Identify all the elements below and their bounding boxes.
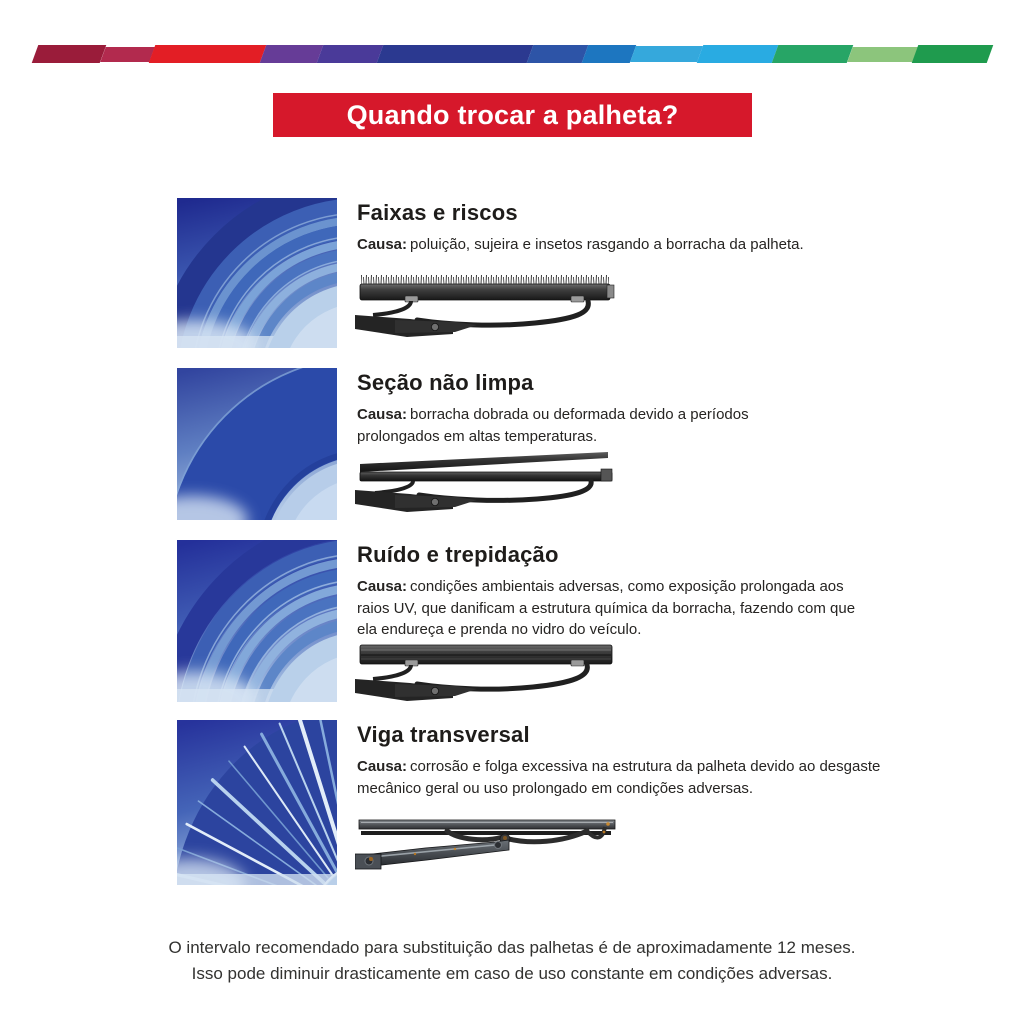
section-title: Viga transversal: [357, 722, 530, 747]
color-bar-segment: [260, 45, 324, 63]
cause-text: condições ambientais adversas, como exposição prolongada aos raios UV, que danificam a estrutura química da borracha, fazendo com que ela endureça e prenda no vidro do veículo.: [357, 578, 856, 638]
wiper-corroded-frame-photo: [355, 812, 625, 878]
cause-label: Causa:: [357, 758, 408, 775]
note-line-2: Isso pode diminuir drasticamente em caso de uso constante em condições adversas.: [191, 964, 833, 983]
color-bar-segment: [847, 47, 917, 62]
section-text: [357, 542, 857, 641]
page-title: Quando trocar a palheta?: [346, 99, 679, 130]
windshield-uncleaned-sector-photo: [177, 368, 337, 520]
windshield-arc-streaks-photo: [177, 198, 337, 348]
color-bar-segment: [772, 45, 854, 63]
color-bar-segment: [317, 45, 384, 63]
section-text: [357, 722, 887, 799]
cause-label: Causa:: [357, 578, 408, 595]
note-line-1: O intervalo recomendado para substituição das palhetas é de aproximadamente 12 meses.: [168, 938, 856, 957]
wiper-hardened-rubber-photo: [355, 638, 620, 704]
color-bar-segment: [582, 45, 637, 63]
wiper-bent-rubber-photo: [355, 448, 620, 514]
section-faixas-e-riscos: [177, 198, 917, 348]
windshield-chatter-marks-photo: [177, 540, 337, 702]
color-bar-segment: [32, 45, 107, 63]
section-text: [357, 370, 827, 447]
color-bar-segment: [377, 45, 534, 63]
cause-text: corrosão e folga excessiva na estrutura da palheta devido ao desgaste mecânico geral ou uso prolongado em condições adversas.: [357, 758, 881, 797]
cause-label: Causa:: [357, 406, 408, 423]
section-title: Faixas e riscos: [357, 200, 518, 225]
replacement-interval-note: [0, 935, 1024, 987]
color-bar-segment: [100, 47, 154, 62]
color-bar-segment: [912, 45, 994, 63]
windshield-radial-streaks-photo: [177, 720, 337, 885]
cause-label: Causa:: [357, 236, 408, 253]
section-ruido-e-trepidacao: [177, 540, 917, 702]
color-bar-segment: [697, 45, 779, 63]
page-title-banner: [273, 93, 752, 137]
section-title: Seção não limpa: [357, 370, 534, 395]
color-bar-segment: [630, 46, 703, 62]
section-secao-nao-limpa: [177, 368, 917, 520]
color-bar-segment: [527, 45, 589, 63]
section-title: Ruído e trepidação: [357, 542, 559, 567]
color-bar-segment: [149, 45, 267, 63]
section-cause: [357, 404, 827, 447]
wiper-frayed-rubber-photo: [355, 275, 620, 341]
brand-color-bar: [35, 45, 990, 63]
section-text: [357, 200, 897, 256]
section-cause: [357, 234, 897, 256]
cause-text: poluição, sujeira e insetos rasgando a borracha da palheta.: [410, 236, 804, 253]
section-cause: [357, 576, 857, 641]
section-viga-transversal: [177, 720, 917, 885]
section-cause: [357, 756, 887, 799]
cause-text: borracha dobrada ou deformada devido a períodos prolongados em altas temperaturas.: [357, 406, 749, 445]
